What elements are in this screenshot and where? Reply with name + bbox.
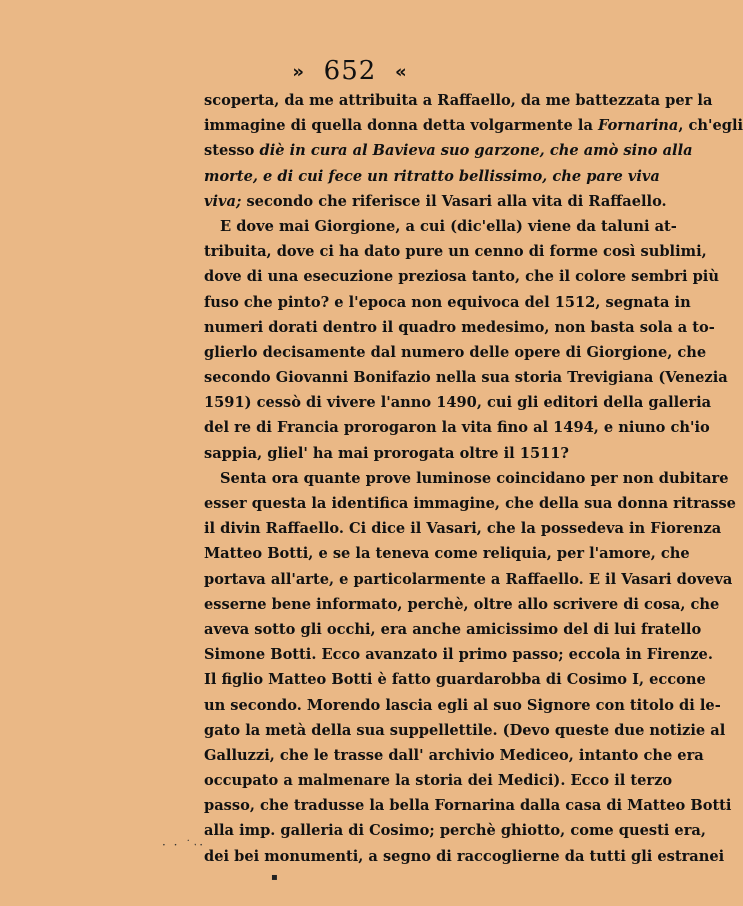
text-line: Senta ora quante prove luminose coincidano per non dubitare <box>220 469 729 487</box>
text-line: esserne bene informato, perchè, oltre allo scrivere di cosa, che <box>204 595 720 613</box>
text-line: Galluzzi, che le trasse dall' archivio Mediceo, intanto che era <box>204 746 704 764</box>
text-line: Simone Botti. Ecco avanzato il primo passo; eccola in Firenze. <box>204 646 713 664</box>
text-span: secondo che riferisce il Vasari alla vita di Raffaello. <box>241 192 667 210</box>
left-arrow-ornament: » <box>292 61 306 83</box>
page-header <box>0 58 700 86</box>
text-line: occupato a malmenare la storia dei Medici). Ecco il terzo <box>204 772 673 790</box>
text-line: passo, che tradusse la bella Fornarina dalla casa di Matteo Botti <box>204 797 732 815</box>
text-line: Matteo Botti, e se la teneva come reliquia, per l'amore, che <box>204 545 690 563</box>
text-span: stesso <box>204 142 260 160</box>
text-line: Il figlio Matteo Botti è fatto guardarobba di Cosimo I, eccone <box>204 671 706 689</box>
body-text <box>204 88 743 869</box>
text-line <box>204 164 660 189</box>
text-line: portava all'arte, e particolarmente a Raffaello. E il Vasari doveva <box>204 570 733 588</box>
margin-specks: · · ˙ˑ· <box>162 838 206 852</box>
text-line: aveva sotto gli occhi, era anche amicissimo del di lui fratello <box>204 620 702 638</box>
text-line: scoperta, da me attribuita a Raffaello, da me battezzata per la <box>204 92 713 109</box>
bottom-speck: ▪ <box>271 872 278 883</box>
text-line <box>204 189 667 214</box>
text-line <box>204 138 693 163</box>
text-span: morte, e di cui fece un ritratto bellissimo, che pare viva <box>204 167 660 185</box>
text-line: un secondo. Morendo lascia egli al suo Signore con titolo di le- <box>204 696 721 714</box>
text-span: viva; <box>204 192 242 210</box>
text-line: del re di Francia prorogaron la vita fino al 1494, e niuno ch'io <box>204 419 710 437</box>
text-line: alla imp. galleria di Cosimo; perchè ghiotto, come questi era, <box>204 822 706 840</box>
text-line: gato la metà della sua suppellettile. (Devo queste due notizie al <box>204 721 726 739</box>
right-arrow-ornament: « <box>394 61 408 83</box>
text-line <box>204 113 743 138</box>
text-span: immagine di quella donna detta volgarmente la <box>204 117 598 135</box>
text-line: E dove mai Giorgione, a cui (dic'ella) viene da taluni at- <box>220 217 677 235</box>
text-line: fuso che pinto? e l'epoca non equivoca del 1512, segnata in <box>204 293 691 311</box>
text-line: 1591) cessò di vivere l'anno 1490, cui gli editori della galleria <box>204 394 712 412</box>
text-line: il divin Raffaello. Ci dice il Vasari, che la possedeva in Fiorenza <box>204 520 722 538</box>
page-number: 652 <box>323 56 377 86</box>
text-line: dove di una esecuzione preziosa tanto, che il colore sembri più <box>204 268 719 286</box>
text-line: numeri dorati dentro il quadro medesimo, non basta sola a to- <box>204 318 715 336</box>
text-line: esser questa la identifica immagine, che della sua donna ritrasse <box>204 495 736 512</box>
text-line: glierlo decisamente dal numero delle opere di Giorgione, che <box>204 343 707 361</box>
text-line: sappia, gliel' ha mai prorogata oltre il 1511? <box>204 444 569 462</box>
text-line: secondo Giovanni Bonifazio nella sua storia Trevigiana (Venezia <box>204 369 728 387</box>
text-line: dei bei monumenti, a segno di raccoglierne da tutti gli estranei <box>204 847 725 865</box>
text-span: , ch'egli <box>678 117 743 135</box>
text-span: diè in cura al Bavieva suo garzone, che amò sino alla <box>259 142 693 160</box>
text-line: tribuita, dove ci ha dato pure un cenno di forme così sublimi, <box>204 243 707 261</box>
text-span: Fornarina <box>598 117 679 135</box>
